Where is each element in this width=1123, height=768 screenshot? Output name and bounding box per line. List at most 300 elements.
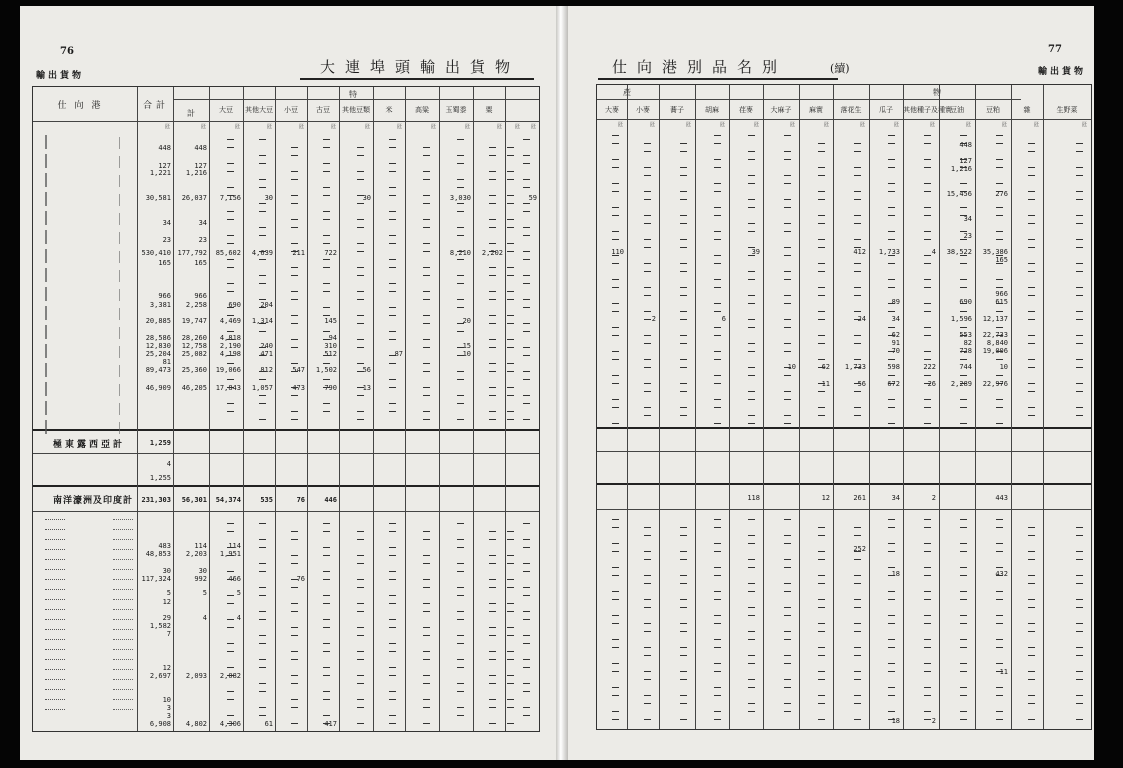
empty-marker bbox=[784, 319, 791, 320]
empty-marker bbox=[1076, 167, 1083, 168]
empty-marker bbox=[924, 255, 931, 256]
empty-marker bbox=[924, 575, 931, 576]
table-cell: 20,885 bbox=[145, 317, 171, 325]
empty-marker bbox=[489, 203, 496, 204]
empty-marker bbox=[523, 251, 530, 252]
empty-marker bbox=[1028, 175, 1035, 176]
empty-marker bbox=[507, 299, 514, 300]
empty-marker bbox=[1028, 607, 1035, 608]
empty-marker bbox=[680, 583, 687, 584]
empty-marker bbox=[489, 531, 496, 532]
empty-marker bbox=[960, 407, 967, 408]
empty-marker bbox=[644, 287, 651, 288]
destination-label bbox=[45, 649, 65, 657]
empty-marker bbox=[423, 227, 430, 228]
table-cell: 4 bbox=[166, 460, 171, 468]
empty-marker bbox=[818, 671, 825, 672]
empty-marker bbox=[818, 151, 825, 152]
table-cell: 812 bbox=[260, 366, 273, 374]
empty-marker bbox=[784, 415, 791, 416]
empty-marker bbox=[357, 587, 364, 588]
table-cell: 3 bbox=[166, 712, 171, 720]
empty-marker bbox=[854, 535, 861, 536]
empty-marker bbox=[888, 671, 895, 672]
table-cell: 114 bbox=[228, 542, 241, 550]
unit-label: 瓩 bbox=[720, 122, 726, 128]
empty-marker bbox=[227, 667, 234, 668]
table-cell: 1,255 bbox=[149, 474, 171, 482]
empty-marker bbox=[457, 251, 464, 252]
empty-marker bbox=[323, 531, 330, 532]
empty-marker bbox=[888, 591, 895, 592]
empty-marker bbox=[612, 407, 619, 408]
empty-marker bbox=[680, 295, 687, 296]
empty-marker bbox=[996, 231, 1003, 232]
column-divider bbox=[307, 87, 308, 731]
empty-marker bbox=[423, 707, 430, 708]
table-cell: 22,733 bbox=[982, 331, 1008, 339]
empty-marker bbox=[357, 347, 364, 348]
empty-marker bbox=[818, 223, 825, 224]
empty-marker bbox=[423, 699, 430, 700]
empty-marker bbox=[680, 551, 687, 552]
empty-marker bbox=[357, 411, 364, 412]
destination-label bbox=[45, 192, 65, 206]
column-divider bbox=[505, 87, 506, 731]
column-divider bbox=[729, 85, 730, 729]
table-cell: 1,216 bbox=[185, 169, 207, 177]
empty-marker bbox=[457, 595, 464, 596]
empty-marker bbox=[644, 407, 651, 408]
table-cell: 1,502 bbox=[315, 366, 337, 374]
empty-marker bbox=[1076, 647, 1083, 648]
empty-marker bbox=[523, 619, 530, 620]
empty-marker bbox=[227, 283, 234, 284]
table-cell: 448 bbox=[158, 144, 171, 152]
unit-label: 瓩 bbox=[618, 122, 624, 128]
empty-marker bbox=[784, 711, 791, 712]
empty-marker bbox=[423, 171, 430, 172]
table-cell: 145 bbox=[324, 317, 337, 325]
empty-marker bbox=[423, 315, 430, 316]
destination-label bbox=[45, 689, 65, 697]
empty-marker bbox=[854, 287, 861, 288]
empty-marker bbox=[291, 299, 298, 300]
empty-marker bbox=[714, 135, 721, 136]
empty-marker bbox=[507, 203, 514, 204]
empty-marker bbox=[680, 199, 687, 200]
section-total-value: 54,374 bbox=[215, 496, 241, 504]
empty-marker bbox=[644, 695, 651, 696]
empty-marker bbox=[457, 235, 464, 236]
empty-marker bbox=[784, 271, 791, 272]
empty-marker bbox=[227, 267, 234, 268]
table-cell: 553 bbox=[959, 331, 972, 339]
empty-marker bbox=[996, 383, 1003, 384]
empty-marker bbox=[924, 695, 931, 696]
unit-label: 瓩 bbox=[267, 124, 273, 130]
empty-marker bbox=[960, 551, 967, 552]
empty-marker bbox=[523, 563, 530, 564]
destination-label bbox=[45, 679, 65, 687]
column-divider bbox=[473, 87, 474, 731]
empty-marker bbox=[489, 171, 496, 172]
table-cell: 110 bbox=[611, 248, 624, 256]
empty-marker bbox=[784, 207, 791, 208]
table-cell: 2 bbox=[931, 717, 936, 725]
table-cell: 690 bbox=[959, 298, 972, 306]
empty-marker bbox=[714, 551, 721, 552]
empty-marker bbox=[714, 383, 721, 384]
empty-marker bbox=[423, 275, 430, 276]
table-cell: 82 bbox=[963, 339, 972, 347]
empty-marker bbox=[854, 215, 861, 216]
column-divider bbox=[243, 87, 244, 731]
empty-marker bbox=[888, 255, 895, 256]
table-cell: 12,830 bbox=[145, 342, 171, 350]
empty-marker bbox=[714, 711, 721, 712]
empty-marker bbox=[259, 587, 266, 588]
empty-marker bbox=[423, 251, 430, 252]
empty-marker bbox=[888, 543, 895, 544]
empty-marker bbox=[960, 623, 967, 624]
empty-marker bbox=[291, 539, 298, 540]
table-cell: 34 bbox=[162, 219, 171, 227]
row-divider bbox=[33, 121, 539, 122]
empty-marker bbox=[644, 383, 651, 384]
empty-marker bbox=[507, 603, 514, 604]
empty-marker bbox=[644, 535, 651, 536]
column-header: 大麥 bbox=[605, 106, 619, 114]
unit-label: 瓩 bbox=[1034, 122, 1040, 128]
table-cell: 728 bbox=[959, 347, 972, 355]
empty-marker bbox=[489, 411, 496, 412]
empty-marker bbox=[357, 419, 364, 420]
empty-marker bbox=[357, 179, 364, 180]
table-cell: 11 bbox=[999, 668, 1008, 676]
column-header: 高粱 bbox=[415, 106, 429, 114]
unit-label: 瓩 bbox=[1002, 122, 1008, 128]
empty-marker bbox=[423, 683, 430, 684]
empty-marker bbox=[227, 699, 234, 700]
empty-marker bbox=[888, 647, 895, 648]
table-cell: 690 bbox=[228, 301, 241, 309]
empty-marker bbox=[784, 583, 791, 584]
empty-marker bbox=[644, 607, 651, 608]
empty-marker bbox=[227, 651, 234, 652]
empty-marker bbox=[1076, 631, 1083, 632]
empty-marker bbox=[259, 539, 266, 540]
empty-marker bbox=[389, 715, 396, 716]
empty-marker bbox=[888, 231, 895, 232]
table-cell: 530,410 bbox=[141, 249, 171, 257]
empty-marker bbox=[323, 243, 330, 244]
empty-marker bbox=[357, 579, 364, 580]
empty-marker bbox=[423, 347, 430, 348]
column-header: 古豆 bbox=[316, 106, 330, 114]
empty-marker bbox=[291, 267, 298, 268]
empty-marker bbox=[612, 279, 619, 280]
empty-marker bbox=[818, 367, 825, 368]
empty-marker bbox=[357, 603, 364, 604]
empty-marker bbox=[960, 255, 967, 256]
table-cell: 46,205 bbox=[181, 384, 207, 392]
empty-marker bbox=[1076, 215, 1083, 216]
table-cell: 10 bbox=[999, 363, 1008, 371]
empty-marker bbox=[323, 675, 330, 676]
empty-marker bbox=[227, 691, 234, 692]
empty-marker bbox=[507, 243, 514, 244]
empty-marker bbox=[1028, 287, 1035, 288]
unit-label: 瓩 bbox=[515, 124, 521, 130]
empty-marker bbox=[960, 399, 967, 400]
empty-marker bbox=[389, 315, 396, 316]
unit-label: 瓩 bbox=[365, 124, 371, 130]
empty-marker bbox=[323, 571, 330, 572]
page-number: 76 bbox=[60, 46, 74, 57]
table-cell: 127 bbox=[194, 162, 207, 170]
empty-marker bbox=[748, 223, 755, 224]
empty-marker bbox=[748, 199, 755, 200]
empty-marker bbox=[888, 263, 895, 264]
table-cell: 29 bbox=[162, 614, 171, 622]
empty-marker bbox=[291, 411, 298, 412]
empty-marker bbox=[644, 239, 651, 240]
empty-marker bbox=[1028, 143, 1035, 144]
table-cell: 672 bbox=[887, 380, 900, 388]
page-number: 77 bbox=[1048, 44, 1062, 55]
empty-marker bbox=[784, 399, 791, 400]
empty-marker bbox=[714, 311, 721, 312]
empty-marker bbox=[714, 671, 721, 672]
empty-marker bbox=[389, 691, 396, 692]
empty-marker bbox=[784, 631, 791, 632]
destination-label bbox=[45, 420, 65, 434]
empty-marker bbox=[323, 691, 330, 692]
empty-marker bbox=[612, 615, 619, 616]
empty-marker bbox=[818, 271, 825, 272]
empty-marker bbox=[888, 359, 895, 360]
empty-marker bbox=[1076, 703, 1083, 704]
empty-marker bbox=[644, 671, 651, 672]
empty-marker bbox=[924, 663, 931, 664]
empty-marker bbox=[644, 391, 651, 392]
destination-label bbox=[113, 589, 133, 597]
destination-label bbox=[45, 669, 65, 677]
empty-marker bbox=[523, 323, 530, 324]
empty-marker bbox=[1076, 143, 1083, 144]
empty-marker bbox=[489, 291, 496, 292]
empty-marker bbox=[291, 347, 298, 348]
empty-marker bbox=[357, 323, 364, 324]
empty-marker bbox=[924, 191, 931, 192]
empty-marker bbox=[457, 587, 464, 588]
empty-marker bbox=[612, 135, 619, 136]
table-cell: 222 bbox=[923, 363, 936, 371]
empty-marker bbox=[489, 299, 496, 300]
table-cell: 114 bbox=[194, 542, 207, 550]
empty-marker bbox=[457, 227, 464, 228]
table-cell: 1,216 bbox=[950, 165, 972, 173]
empty-marker bbox=[854, 623, 861, 624]
empty-marker bbox=[680, 151, 687, 152]
table-cell: 4,198 bbox=[219, 350, 241, 358]
empty-marker bbox=[680, 703, 687, 704]
column-divider bbox=[903, 85, 904, 729]
empty-marker bbox=[996, 191, 1003, 192]
empty-marker bbox=[1028, 623, 1035, 624]
empty-marker bbox=[357, 699, 364, 700]
empty-marker bbox=[507, 251, 514, 252]
empty-marker bbox=[389, 379, 396, 380]
empty-marker bbox=[748, 375, 755, 376]
empty-marker bbox=[1076, 535, 1083, 536]
empty-marker bbox=[357, 539, 364, 540]
empty-marker bbox=[507, 395, 514, 396]
empty-marker bbox=[507, 147, 514, 148]
empty-marker bbox=[389, 619, 396, 620]
empty-marker bbox=[259, 715, 266, 716]
empty-marker bbox=[457, 179, 464, 180]
unit-label: 瓩 bbox=[930, 122, 936, 128]
empty-marker bbox=[784, 303, 791, 304]
empty-marker bbox=[680, 367, 687, 368]
empty-marker bbox=[784, 255, 791, 256]
empty-marker bbox=[714, 287, 721, 288]
empty-marker bbox=[291, 531, 298, 532]
empty-marker bbox=[457, 395, 464, 396]
empty-marker bbox=[680, 215, 687, 216]
destination-label bbox=[113, 529, 133, 537]
empty-marker bbox=[389, 651, 396, 652]
empty-marker bbox=[996, 399, 1003, 400]
empty-marker bbox=[644, 599, 651, 600]
empty-marker bbox=[888, 599, 895, 600]
empty-marker bbox=[996, 183, 1003, 184]
empty-marker bbox=[784, 151, 791, 152]
table-cell: 76 bbox=[296, 575, 305, 583]
unit-label: 瓩 bbox=[235, 124, 241, 130]
empty-marker bbox=[291, 395, 298, 396]
empty-marker bbox=[457, 611, 464, 612]
empty-marker bbox=[924, 311, 931, 312]
empty-marker bbox=[357, 395, 364, 396]
empty-marker bbox=[888, 383, 895, 384]
empty-marker bbox=[507, 635, 514, 636]
empty-marker bbox=[714, 143, 721, 144]
table-cell: 5 bbox=[236, 589, 241, 597]
empty-marker bbox=[818, 263, 825, 264]
table-cell: 10 bbox=[462, 350, 471, 358]
empty-marker bbox=[259, 275, 266, 276]
empty-marker bbox=[489, 243, 496, 244]
destination-label bbox=[119, 384, 134, 396]
table-cell: 12 bbox=[162, 664, 171, 672]
empty-marker bbox=[924, 599, 931, 600]
empty-marker bbox=[259, 395, 266, 396]
section-total-value: 231,303 bbox=[141, 496, 171, 504]
empty-marker bbox=[612, 335, 619, 336]
empty-marker bbox=[507, 291, 514, 292]
column-header: 生野菜 bbox=[1056, 106, 1078, 114]
empty-marker bbox=[457, 691, 464, 692]
empty-marker bbox=[357, 275, 364, 276]
empty-marker bbox=[924, 383, 931, 384]
empty-marker bbox=[291, 555, 298, 556]
empty-marker bbox=[523, 235, 530, 236]
empty-marker bbox=[960, 287, 967, 288]
empty-marker bbox=[612, 687, 619, 688]
empty-marker bbox=[1076, 527, 1083, 528]
table-cell: 4,306 bbox=[219, 720, 241, 728]
empty-marker bbox=[924, 719, 931, 720]
empty-marker bbox=[960, 711, 967, 712]
empty-marker bbox=[924, 327, 931, 328]
empty-marker bbox=[507, 707, 514, 708]
empty-marker bbox=[818, 295, 825, 296]
empty-marker bbox=[924, 711, 931, 712]
destination-label bbox=[113, 599, 133, 607]
empty-marker bbox=[748, 247, 755, 248]
table-cell: 56 bbox=[362, 366, 371, 374]
empty-marker bbox=[748, 703, 755, 704]
empty-marker bbox=[1076, 247, 1083, 248]
table-cell: 177,792 bbox=[177, 249, 207, 257]
empty-marker bbox=[924, 591, 931, 592]
empty-marker bbox=[507, 363, 514, 364]
empty-marker bbox=[523, 283, 530, 284]
empty-marker bbox=[227, 387, 234, 388]
destination-label bbox=[45, 211, 65, 225]
empty-marker bbox=[714, 407, 721, 408]
empty-marker bbox=[612, 215, 619, 216]
empty-marker bbox=[924, 303, 931, 304]
empty-marker bbox=[489, 275, 496, 276]
empty-marker bbox=[996, 695, 1003, 696]
table-cell: 2 bbox=[931, 494, 936, 502]
empty-marker bbox=[523, 659, 530, 660]
empty-marker bbox=[227, 219, 234, 220]
empty-marker bbox=[507, 531, 514, 532]
header-group-left: 產 bbox=[623, 88, 631, 97]
empty-marker bbox=[818, 575, 825, 576]
empty-marker bbox=[1028, 671, 1035, 672]
empty-marker bbox=[227, 619, 234, 620]
table-cell: 417 bbox=[324, 720, 337, 728]
empty-marker bbox=[612, 183, 619, 184]
table-cell: 1,314 bbox=[251, 317, 273, 325]
table-cell: 252 bbox=[853, 545, 866, 553]
empty-marker bbox=[612, 287, 619, 288]
empty-marker bbox=[389, 675, 396, 676]
empty-marker bbox=[924, 671, 931, 672]
empty-marker bbox=[1076, 679, 1083, 680]
empty-marker bbox=[818, 175, 825, 176]
empty-marker bbox=[644, 359, 651, 360]
empty-marker bbox=[1076, 191, 1083, 192]
column-header: 豆油 bbox=[950, 106, 964, 114]
empty-marker bbox=[489, 395, 496, 396]
empty-marker bbox=[1028, 695, 1035, 696]
empty-marker bbox=[960, 639, 967, 640]
empty-marker bbox=[996, 279, 1003, 280]
empty-marker bbox=[1076, 719, 1083, 720]
destination-label bbox=[119, 365, 134, 377]
empty-marker bbox=[489, 659, 496, 660]
empty-marker bbox=[854, 575, 861, 576]
empty-marker bbox=[1076, 223, 1083, 224]
empty-marker bbox=[457, 635, 464, 636]
